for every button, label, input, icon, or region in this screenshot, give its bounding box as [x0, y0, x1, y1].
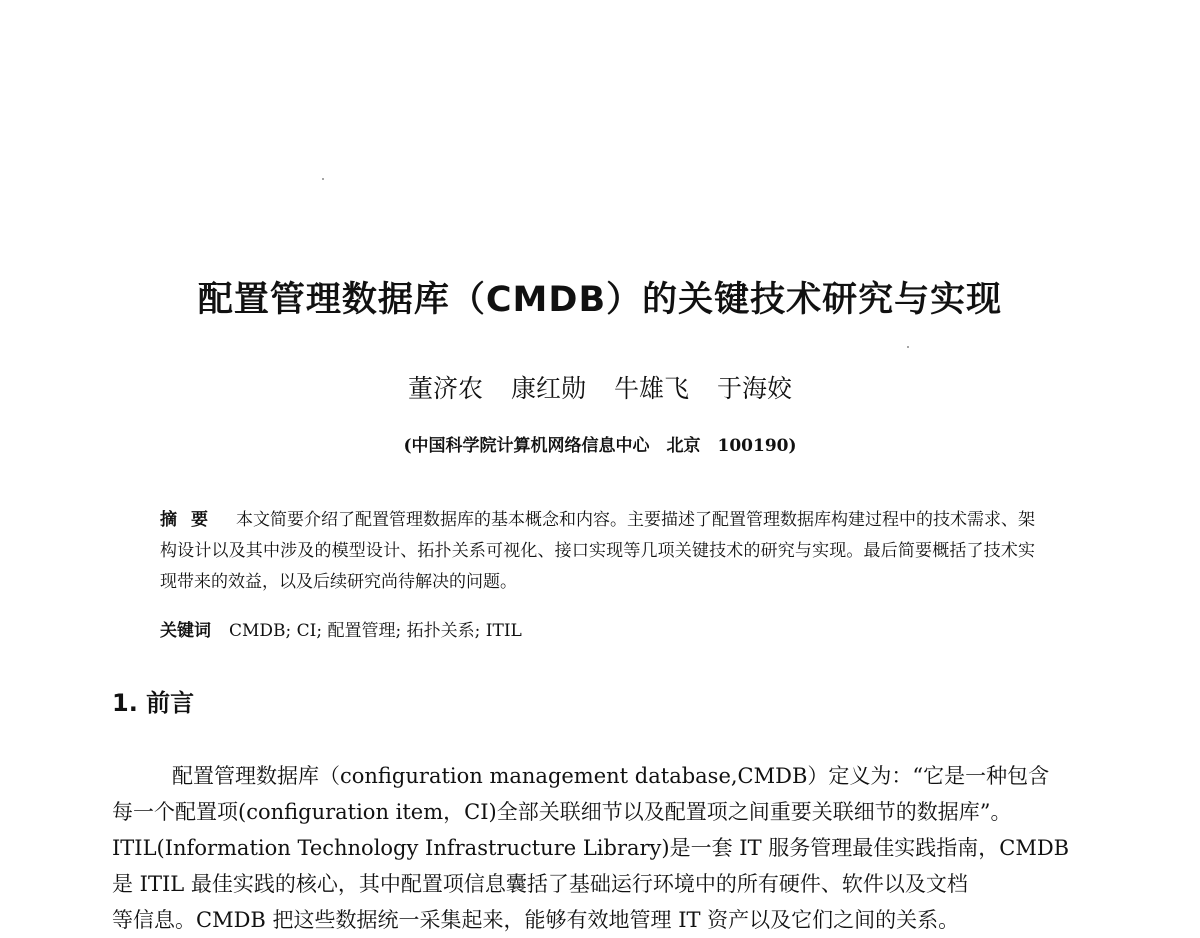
body-line: 配置管理数据库（configuration management database,CMDB）定义为：“它是一种包含 — [172, 764, 1050, 788]
abstract-label: 摘要 — [160, 510, 222, 530]
body-line: 是 ITIL 最佳实践的核心，其中配置项信息囊括了基础运行环境中的所有硬件、软件以及文档 — [112, 872, 968, 896]
keywords — [160, 616, 522, 646]
scan-speck — [322, 178, 324, 180]
author-name: 董济农 — [408, 374, 484, 403]
body-line: 每一个配置项(configuration item，CI)全部关联细节以及配置项之间重要关联细节的数据库”。 — [112, 800, 1012, 824]
keywords-text: CMDB; CI; 配置管理; 拓扑关系; ITIL — [229, 621, 522, 641]
author-name: 牛雄飞 — [613, 374, 689, 403]
keywords-label: 关键词 — [160, 621, 211, 641]
body-line: ITIL(Information Technology Infrastructure Library)是一套 IT 服务管理最佳实践指南，CMDB — [112, 836, 1070, 860]
abstract — [160, 505, 1035, 598]
scan-speck — [907, 346, 909, 348]
section-heading: 1. 前言 — [112, 689, 195, 717]
author-name: 康红勋 — [511, 374, 587, 403]
paper-title: 配置管理数据库（CMDB）的关键技术研究与实现 — [197, 280, 1003, 320]
author-name: 于海姣 — [716, 374, 792, 403]
author-list — [0, 372, 1200, 406]
affiliation: (中国科学院计算机网络信息中心 北京 100190) — [403, 436, 797, 456]
body-line: 等信息。CMDB 把这些数据统一采集起来，能够有效地管理 IT 资产以及它们之间的关系。 — [112, 908, 960, 932]
section-body — [112, 758, 1080, 938]
abstract-text: 本文简要介绍了配置管理数据库的基本概念和内容。主要描述了配置管理数据库构建过程中的技术需求、架构设计以及其中涉及的模型设计、拓扑关系可视化、接口实现等几项关键技术的研究与实现。最后简要概括了技术实现带来的效益，以及后续研究尚待解决的问题。 — [160, 510, 1035, 592]
